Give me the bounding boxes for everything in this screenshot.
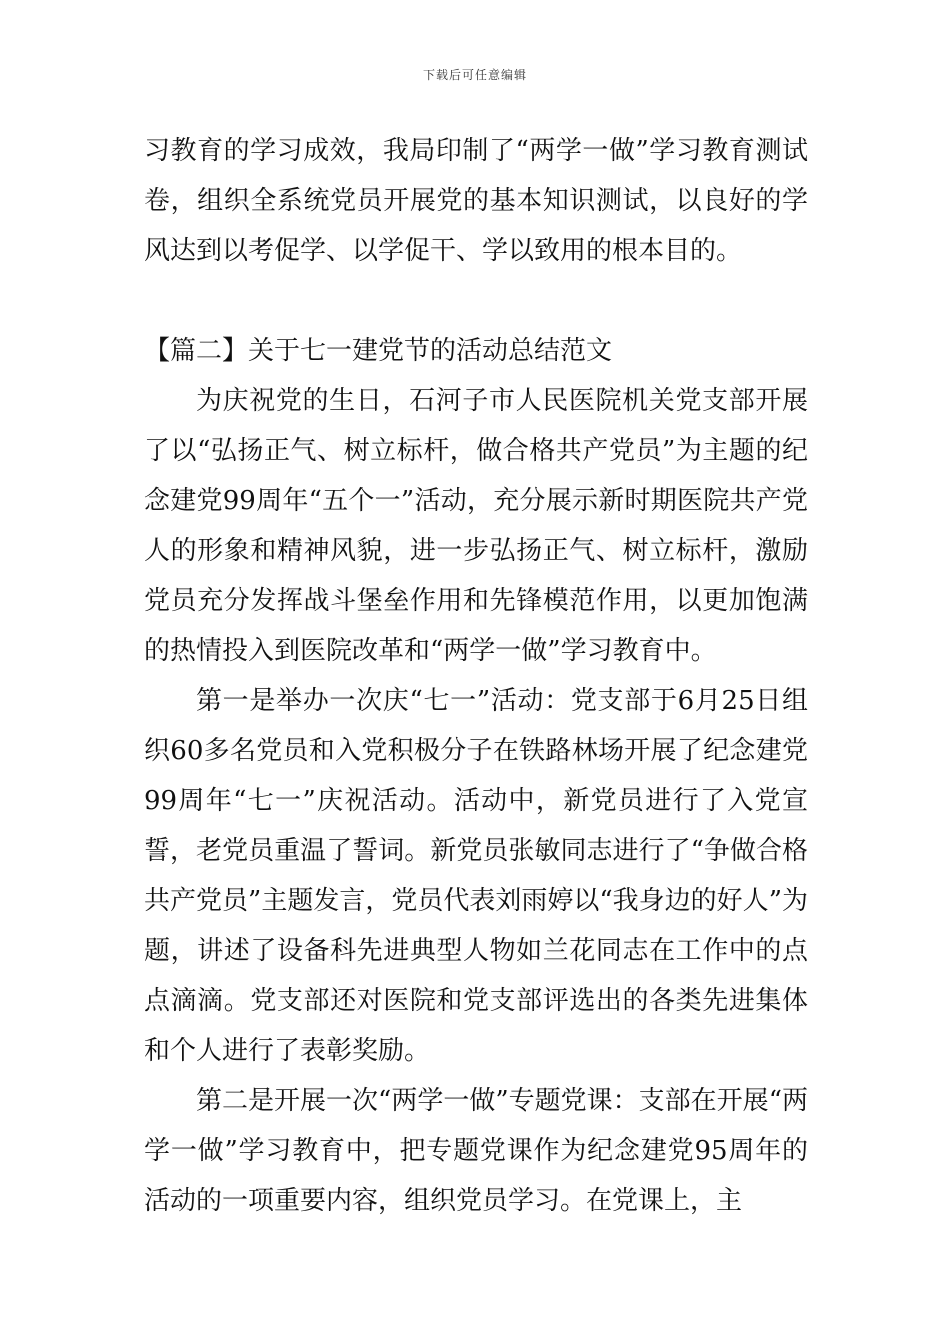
paragraph-spacer [144,276,808,326]
header-note: 下载后可任意编辑 [422,68,527,82]
body-paragraph-3: 第二是开展一次“两学一做”专题党课：支部在开展“两学一做”学习教育中，把专题党课作为纪念建党95周年的活动的一项重要内容，组织党员学习。在党课上，主 [144,1086,808,1216]
section-heading: 【篇二】关于七一建党节的活动总结范文 [144,336,613,366]
document-body [144,126,808,1226]
body-paragraph-2: 第一是举办一次庆“七一”活动：党支部于6月25日组织60多名党员和入党积极分子在铁路林场开展了纪念建党99周年“七一”庆祝活动。活动中，新党员进行了入党宣誓，老党员重温了誓词。新党员张敏同志进行了“争做合格共产党员”主题发言，党员代表刘雨婷以“我身边的好人”为题，讲述了设备科先进典型人物如兰花同志在工作中的点点滴滴。党支部还对医院和党支部评选出的各类先进集体和个人进行了表彰奖励。 [144,686,808,1066]
intro-paragraph: 习教育的学习成效，我局印制了“两学一做”学习教育测试卷，组织全系统党员开展党的基本知识测试，以良好的学风达到以考促学、以学促干、学以致用的根本目的。 [144,136,808,266]
body-paragraph-1: 为庆祝党的生日，石河子市人民医院机关党支部开展了以“弘扬正气、树立标杆，做合格共产党员”为主题的纪念建党99周年“五个一”活动，充分展示新时期医院共产党人的形象和精神风貌，进一步弘扬正气、树立标杆，激励党员充分发挥战斗堡垒作用和先锋模范作用，以更加饱满的热情投入到医院改革和“两学一做”学习教育中。 [144,386,808,666]
